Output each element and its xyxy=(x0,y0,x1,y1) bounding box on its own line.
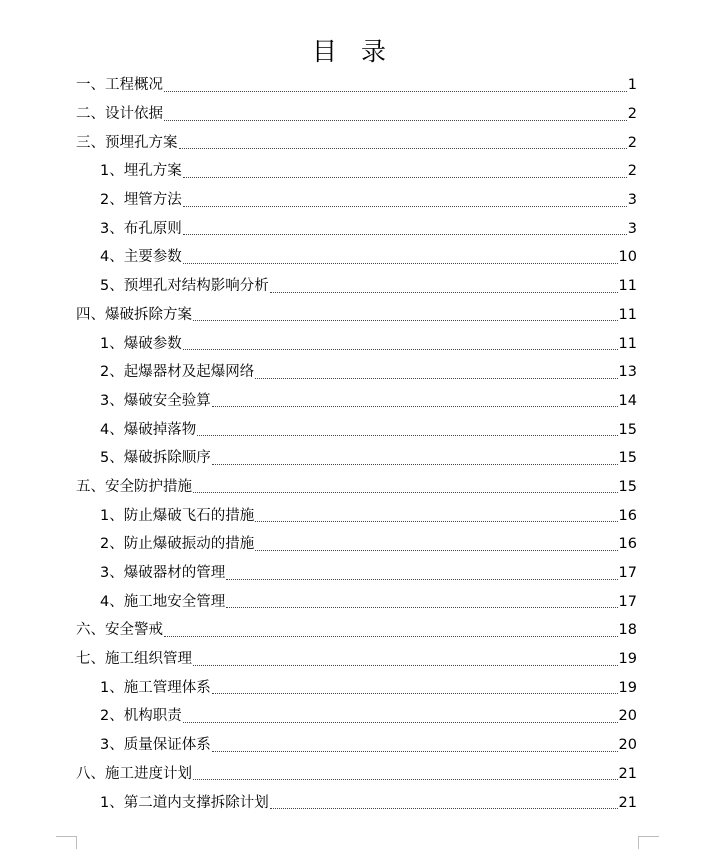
toc-entry[interactable] xyxy=(76,645,637,674)
toc-page-number: 19 xyxy=(618,651,637,668)
toc-page-number: 15 xyxy=(618,478,637,495)
toc-dot-leader xyxy=(197,435,617,436)
toc-entry[interactable] xyxy=(76,444,637,473)
toc-page-number: 10 xyxy=(618,249,637,266)
toc-entry[interactable] xyxy=(76,415,637,444)
toc-entry[interactable] xyxy=(76,760,637,789)
toc-page-number: 13 xyxy=(618,364,637,381)
toc-entry[interactable] xyxy=(76,673,637,702)
toc-entry-label: 六、安全警戒 xyxy=(76,622,163,639)
toc-page-number: 20 xyxy=(618,737,637,754)
toc-entry-label: 七、施工组织管理 xyxy=(76,651,192,668)
toc-entry[interactable] xyxy=(76,243,637,272)
toc-page-number: 11 xyxy=(618,306,637,323)
toc-entry[interactable] xyxy=(76,731,637,760)
toc-dot-leader xyxy=(183,349,618,350)
toc-dot-leader xyxy=(193,320,618,321)
toc-dot-leader xyxy=(226,579,617,580)
toc-entry-label: 三、预埋孔方案 xyxy=(76,134,178,151)
toc-dot-leader xyxy=(183,177,627,178)
toc-page-number: 1 xyxy=(627,77,637,94)
toc-dot-leader xyxy=(212,693,618,694)
toc-entry[interactable] xyxy=(76,788,637,817)
toc-entry-label: 1、防止爆破飞石的措施 xyxy=(100,507,255,524)
toc-page-number: 11 xyxy=(618,278,637,295)
toc-dot-leader xyxy=(193,665,618,666)
toc-page-number: 17 xyxy=(618,565,637,582)
toc-dot-leader xyxy=(193,779,618,780)
toc-entry[interactable] xyxy=(76,100,637,129)
toc-page-number: 2 xyxy=(627,106,637,123)
toc-page-number: 2 xyxy=(627,163,637,180)
toc-entry[interactable] xyxy=(76,186,637,215)
toc-entry-label: 3、布孔原则 xyxy=(100,220,182,237)
toc-entry-label: 3、质量保证体系 xyxy=(100,737,211,754)
toc-page-number: 21 xyxy=(618,794,637,811)
toc-page-number: 15 xyxy=(618,450,637,467)
toc-entry[interactable] xyxy=(76,71,637,100)
toc-dot-leader xyxy=(183,722,618,723)
toc-entry-label: 五、安全防护措施 xyxy=(76,478,192,495)
toc-dot-leader xyxy=(255,521,617,522)
toc-page-number: 19 xyxy=(618,679,637,696)
toc-entry[interactable] xyxy=(76,272,637,301)
page-corner-mark-left xyxy=(56,836,77,849)
toc-page-number: 14 xyxy=(618,392,637,409)
toc-dot-leader xyxy=(255,550,617,551)
toc-dot-leader xyxy=(212,464,618,465)
toc-entry[interactable] xyxy=(76,157,637,186)
toc-dot-leader xyxy=(164,120,627,121)
toc-page-number: 11 xyxy=(618,335,637,352)
toc-entry-label: 2、埋管方法 xyxy=(100,192,182,209)
toc-entry[interactable] xyxy=(76,301,637,330)
toc-dot-leader xyxy=(255,378,617,379)
toc-entry[interactable] xyxy=(76,587,637,616)
toc-entry[interactable] xyxy=(76,387,637,416)
toc-entry-label: 1、第二道内支撑拆除计划 xyxy=(100,794,269,811)
toc-entry[interactable] xyxy=(76,214,637,243)
page-corner-mark-right xyxy=(638,836,659,849)
toc-page-number: 21 xyxy=(618,765,637,782)
toc-dot-leader xyxy=(179,148,627,149)
toc-entry-label: 4、主要参数 xyxy=(100,249,182,266)
toc-page-number: 17 xyxy=(618,593,637,610)
toc-page-number: 15 xyxy=(618,421,637,438)
toc-page-number: 3 xyxy=(627,220,637,237)
toc-entry-label: 1、爆破参数 xyxy=(100,335,182,352)
toc-entry-label: 1、埋孔方案 xyxy=(100,163,182,180)
toc-dot-leader xyxy=(183,234,627,235)
toc-entry[interactable] xyxy=(76,501,637,530)
toc-entry[interactable] xyxy=(76,329,637,358)
toc-entry-label: 3、爆破安全验算 xyxy=(100,392,211,409)
toc-entry-label: 2、起爆器材及起爆网络 xyxy=(100,364,255,381)
table-of-contents xyxy=(76,71,637,817)
toc-entry-label: 5、爆破拆除顺序 xyxy=(100,450,211,467)
toc-page-number: 20 xyxy=(618,708,637,725)
toc-entry-label: 八、施工进度计划 xyxy=(76,765,192,782)
toc-entry[interactable] xyxy=(76,530,637,559)
toc-dot-leader xyxy=(164,636,618,637)
toc-dot-leader xyxy=(270,808,618,809)
toc-entry-label: 2、防止爆破振动的措施 xyxy=(100,536,255,553)
toc-entry-label: 3、爆破器材的管理 xyxy=(100,565,226,582)
toc-dot-leader xyxy=(212,751,618,752)
toc-entry[interactable] xyxy=(76,128,637,157)
toc-entry-label: 1、施工管理体系 xyxy=(100,679,211,696)
toc-entry-label: 四、爆破拆除方案 xyxy=(76,306,192,323)
toc-entry-label: 4、爆破掉落物 xyxy=(100,421,197,438)
toc-dot-leader xyxy=(226,607,617,608)
toc-dot-leader xyxy=(164,91,627,92)
toc-dot-leader xyxy=(193,492,618,493)
toc-entry-label: 5、预埋孔对结构影响分析 xyxy=(100,278,269,295)
toc-dot-leader xyxy=(270,292,618,293)
toc-entry[interactable] xyxy=(76,559,637,588)
toc-page-number: 18 xyxy=(618,622,637,639)
toc-entry-label: 二、设计依据 xyxy=(76,106,163,123)
toc-entry-label: 4、施工地安全管理 xyxy=(100,593,226,610)
toc-entry[interactable] xyxy=(76,358,637,387)
toc-entry[interactable] xyxy=(76,473,637,502)
toc-entry-label: 一、工程概况 xyxy=(76,77,163,94)
toc-page-number: 16 xyxy=(618,536,637,553)
toc-entry[interactable] xyxy=(76,616,637,645)
toc-page-number: 2 xyxy=(627,134,637,151)
toc-dot-leader xyxy=(212,406,618,407)
toc-dot-leader xyxy=(183,206,627,207)
toc-entry[interactable] xyxy=(76,702,637,731)
toc-dot-leader xyxy=(183,263,618,264)
toc-page-number: 16 xyxy=(618,507,637,524)
toc-title: 目 录 xyxy=(312,37,394,66)
toc-entry-label: 2、机构职责 xyxy=(100,708,182,725)
toc-page-number: 3 xyxy=(627,192,637,209)
